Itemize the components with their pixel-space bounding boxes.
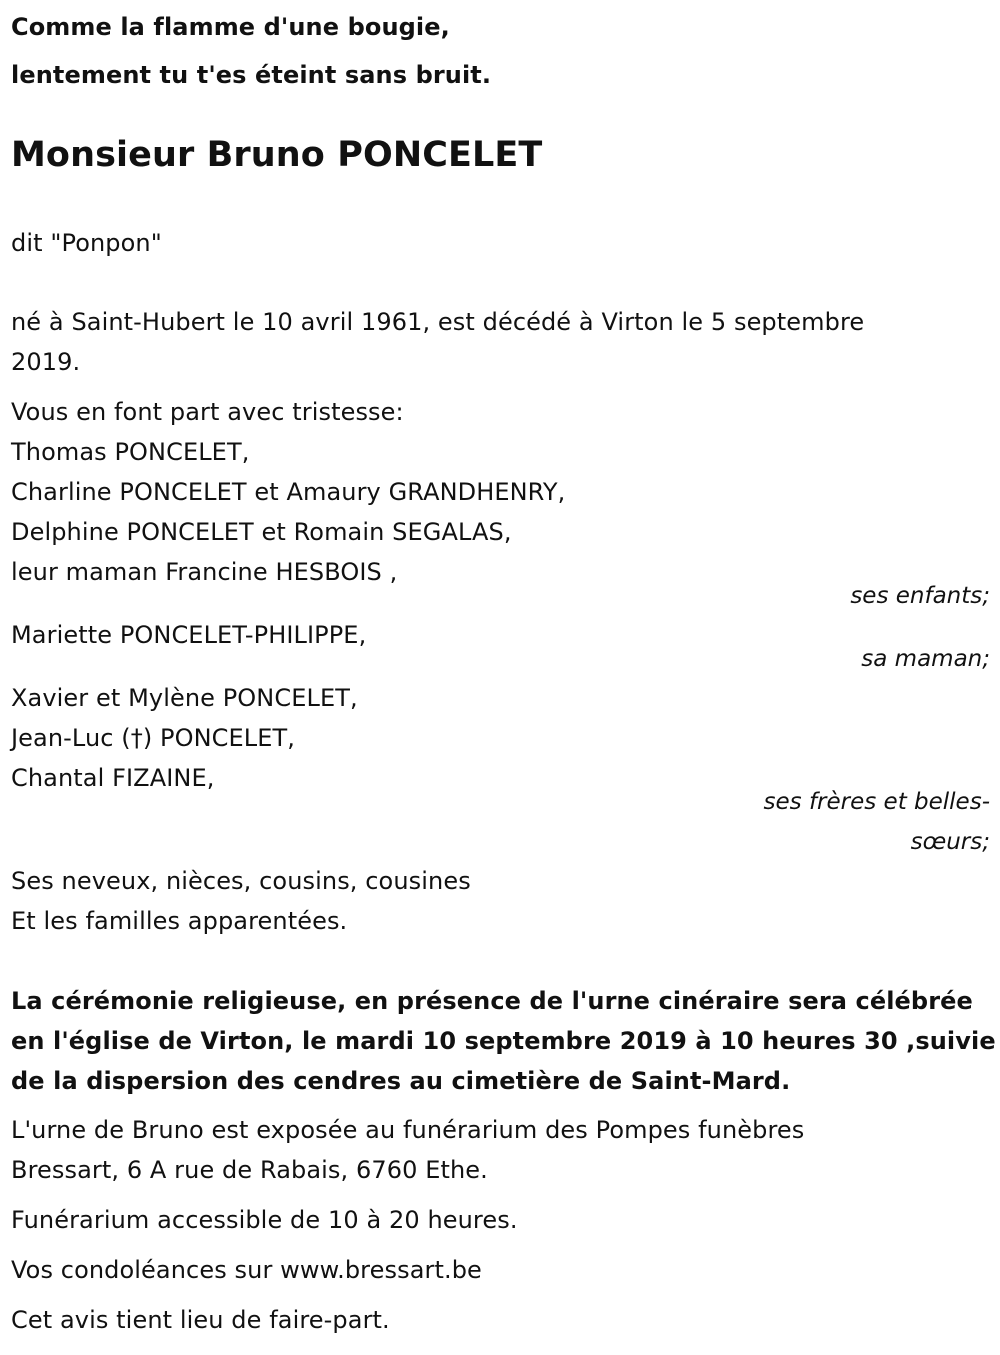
- condolences-info: Vos condoléances sur www.bressart.be: [11, 1256, 482, 1284]
- ceremony-line-3: de la dispersion des cendres au cimetière de Saint-Mard.: [11, 1067, 791, 1095]
- family-child: Charline PONCELET et Amaury GRANDHENRY,: [11, 478, 566, 506]
- children-role: ses enfants;: [850, 583, 990, 609]
- deceased-name: Monsieur Bruno PONCELET: [11, 135, 543, 175]
- urn-info-line-1: L'urne de Bruno est exposée au funérarium des Pompes funèbres: [11, 1116, 805, 1144]
- siblings-role-line-2: sœurs;: [910, 829, 990, 855]
- extended-family: Et les familles apparentées.: [11, 907, 348, 935]
- funerarium-hours: Funérarium accessible de 10 à 20 heures.: [11, 1206, 518, 1234]
- family-child: leur maman Francine HESBOIS ,: [11, 558, 398, 586]
- family-sibling: Chantal FIZAINE,: [11, 764, 215, 792]
- birth-death-line-1: né à Saint-Hubert le 10 avril 1961, est décédé à Virton le 5 septembre: [11, 308, 865, 336]
- notice-statement: Cet avis tient lieu de faire-part.: [11, 1306, 390, 1334]
- family-child: Thomas PONCELET,: [11, 438, 250, 466]
- birth-death-line-2: 2019.: [11, 348, 81, 376]
- family-child: Delphine PONCELET et Romain SEGALAS,: [11, 518, 512, 546]
- ceremony-line-2: en l'église de Virton, le mardi 10 septembre 2019 à 10 heures 30 ,suivie: [11, 1027, 996, 1055]
- nickname: dit "Ponpon": [11, 229, 162, 257]
- extended-family: Ses neveux, nièces, cousins, cousines: [11, 867, 471, 895]
- urn-info-line-2: Bressart, 6 A rue de Rabais, 6760 Ethe.: [11, 1156, 488, 1184]
- family-mother: Mariette PONCELET-PHILIPPE,: [11, 621, 367, 649]
- poem-line-1: Comme la flamme d'une bougie,: [11, 13, 450, 41]
- family-intro: Vous en font part avec tristesse:: [11, 398, 404, 426]
- ceremony-line-1: La cérémonie religieuse, en présence de l'urne cinéraire sera célébrée: [11, 987, 973, 1015]
- mother-role: sa maman;: [861, 646, 990, 672]
- family-sibling: Jean-Luc (†) PONCELET,: [11, 724, 296, 752]
- poem-line-2: lentement tu t'es éteint sans bruit.: [11, 61, 492, 89]
- family-sibling: Xavier et Mylène PONCELET,: [11, 684, 358, 712]
- siblings-role-line-1: ses frères et belles-: [763, 789, 990, 815]
